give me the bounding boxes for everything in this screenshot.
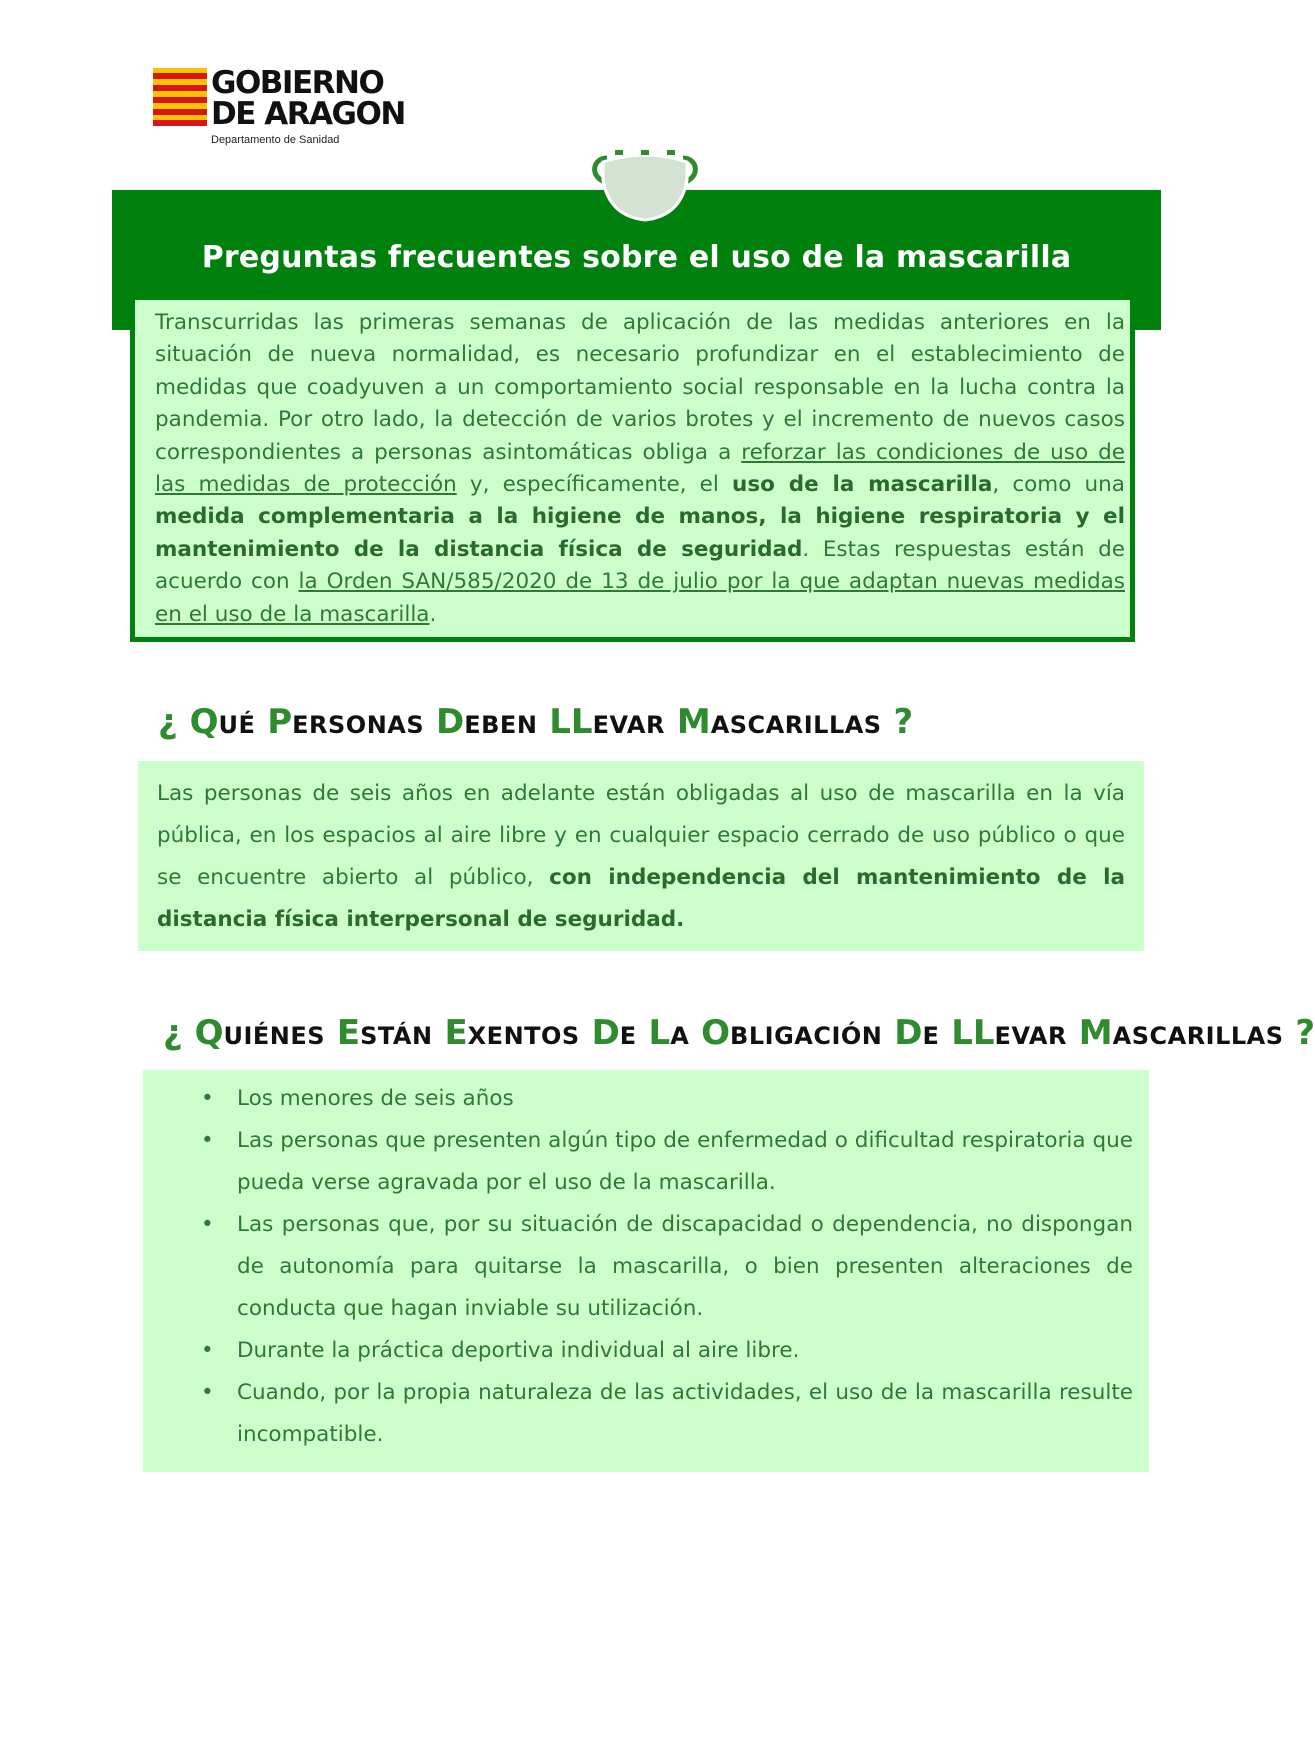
- s1-w4-rest: EVAR: [592, 711, 665, 739]
- exemptions-list: [143, 1078, 1133, 1456]
- s2-w9-rest: ASCARILLAS: [1112, 1022, 1284, 1050]
- s2-w2-rest: STÁN: [360, 1022, 433, 1050]
- s2-w1-rest: UIÉNES: [223, 1022, 326, 1050]
- section1-bold: con independencia del mantenimiento de la distancia física interpersonal de seguridad.: [157, 865, 1125, 932]
- s2-w9-cap: M: [1078, 1013, 1113, 1053]
- s2-w3-cap: E: [444, 1013, 468, 1053]
- section1-close-mark: ?: [893, 702, 914, 742]
- aragon-flag-icon: [153, 68, 207, 126]
- intro-box: [130, 295, 1135, 642]
- intro-text-3: , como una: [992, 472, 1125, 498]
- list-item-text: Las personas que presenten algún tipo de enfermedad o dificultad respiratoria que pueda verse agravada por el uso de la mascarilla.: [237, 1128, 1133, 1195]
- intro-bold-2: medida complementaria a la higiene de manos, la higiene respiratoria y el mantenimiento de la distancia física de seguridad: [155, 504, 1125, 562]
- s2-w7-rest: E: [922, 1022, 940, 1050]
- s2-w6-cap: O: [701, 1013, 731, 1053]
- intro-text-2: y, específicamente, el: [456, 472, 733, 498]
- section1-paragraph: [157, 773, 1125, 941]
- intro-link-orden[interactable]: la Orden SAN/585/2020 de 13 de julio por la que adaptan nuevas medidas en el uso de la mascarilla: [155, 569, 1125, 627]
- bullet-icon: •: [201, 1212, 214, 1237]
- bullet-icon: •: [201, 1380, 214, 1405]
- s2-w8-cap: LL: [951, 1013, 995, 1053]
- logo-text-line1: GOBIERNO: [211, 65, 384, 101]
- intro-text-1: Transcurridas las primeras semanas de aplicación de las medidas anteriores en la situación de nueva normalidad, es necesario profundizar en el establecimiento de medidas que coadyuven a un comportamiento social responsable en la lucha contra la pandemia. Por otro lado, la detección de varios brotes y el incremento de nuevos casos correspondientes a personas asintomáticas obliga a: [155, 310, 1125, 465]
- s1-w3-cap: D: [436, 702, 465, 742]
- section2-close-mark: ?: [1295, 1013, 1315, 1053]
- logo-department: Departamento de Sanidad: [211, 134, 340, 146]
- s1-w1-rest: UÉ: [218, 711, 256, 739]
- list-item-text: Las personas que, por su situación de discapacidad o dependencia, no dispongan de autonomía para quitarse la mascarilla, o bien presenten alteraciones de conducta que hagan inviable su utilización.: [237, 1212, 1133, 1321]
- intro-paragraph: [155, 307, 1125, 631]
- logo-text-line2: DE ARAGON: [211, 96, 405, 132]
- bullet-icon: •: [201, 1338, 214, 1363]
- s1-w2-cap: P: [267, 702, 293, 742]
- section1-title: [158, 702, 913, 742]
- s1-w3-rest: EBEN: [464, 711, 538, 739]
- intro-text-5: .: [429, 601, 437, 627]
- s2-w3-rest: XENTOS: [467, 1022, 580, 1050]
- intro-text-4: . Estas respuestas están de acuerdo con: [155, 536, 1126, 595]
- list-item-text: Cuando, por la propia naturaleza de las actividades, el uso de la mascarilla resulte incompatible.: [237, 1380, 1133, 1447]
- s1-w5-cap: M: [676, 702, 711, 742]
- face-mask-icon: [585, 146, 705, 222]
- section2-box: [143, 1070, 1149, 1472]
- section2-title: [163, 1013, 1315, 1053]
- list-item-text: Los menores de seis años: [237, 1086, 514, 1111]
- s2-w4-cap: D: [591, 1013, 620, 1053]
- section2-open-mark: ¿: [163, 1013, 183, 1053]
- s1-w2-rest: ERSONAS: [292, 711, 425, 739]
- bullet-icon: •: [201, 1086, 214, 1111]
- s1-w1-cap: Q: [189, 702, 219, 742]
- s2-w5-cap: L: [648, 1013, 671, 1053]
- gobierno-aragon-logo: [153, 66, 413, 156]
- list-item: [143, 1372, 1133, 1456]
- s2-w6-rest: BLIGACIÓN: [730, 1022, 883, 1050]
- list-item: [143, 1204, 1133, 1330]
- section1-box: [138, 761, 1144, 951]
- s2-w7-cap: D: [894, 1013, 923, 1053]
- list-item-text: Durante la práctica deportiva individual al aire libre.: [237, 1338, 800, 1363]
- s2-w8-rest: EVAR: [994, 1022, 1067, 1050]
- list-item: [143, 1330, 1133, 1372]
- s1-w5-rest: ASCARILLAS: [710, 711, 882, 739]
- section1-open-mark: ¿: [158, 702, 178, 742]
- list-item: [143, 1120, 1133, 1204]
- s2-w2-cap: E: [336, 1013, 361, 1053]
- s1-w4-cap: LL: [549, 702, 593, 742]
- section1-text: Las personas de seis años en adelante están obligadas al uso de mascarilla en la vía pública, en los espacios al aire libre y en cualquier espacio cerrado de uso público o que se encuentre abierto al público,: [157, 781, 1125, 890]
- intro-link-reforzar[interactable]: reforzar las condiciones de uso de las medidas de protección: [155, 439, 1125, 498]
- bullet-icon: •: [201, 1128, 214, 1153]
- s2-w4-rest: E: [619, 1022, 637, 1050]
- s2-w1-cap: Q: [194, 1013, 224, 1053]
- list-item: [143, 1078, 1133, 1120]
- intro-bold-1: uso de la mascarilla: [732, 472, 993, 498]
- page-title: Preguntas frecuentes sobre el uso de la mascarilla: [201, 240, 1072, 275]
- s2-w5-rest: A: [670, 1022, 690, 1050]
